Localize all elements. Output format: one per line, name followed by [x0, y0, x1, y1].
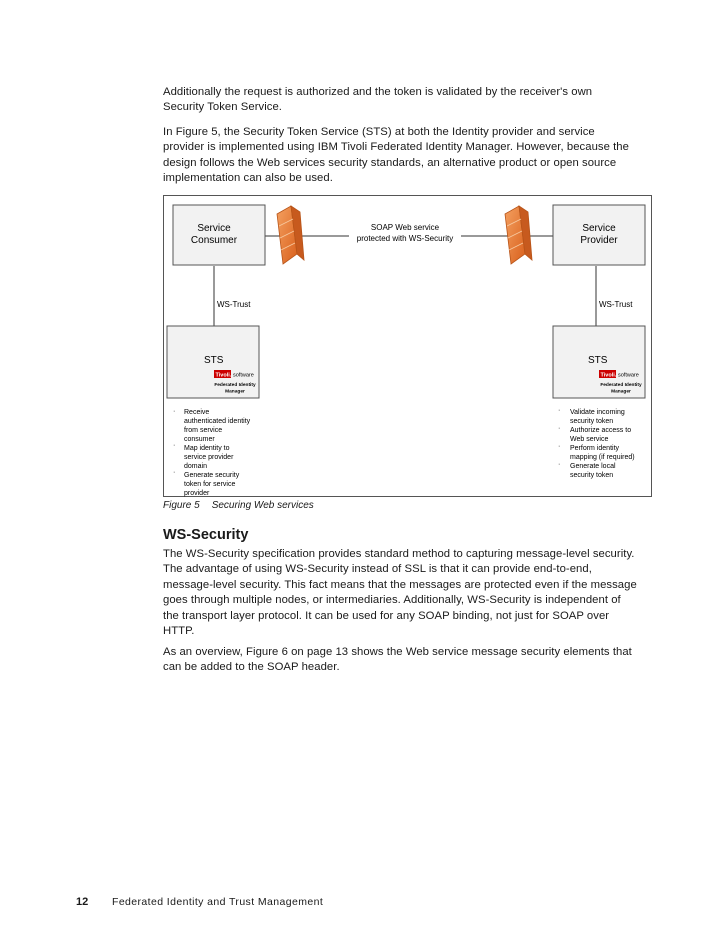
- fim-label-left-2: Manager: [225, 389, 245, 395]
- fim-label-right-2: Manager: [611, 389, 631, 395]
- text-line: implementation can also be used.: [163, 172, 333, 185]
- tivoli-software-left: software: [233, 372, 254, 379]
- paragraph-token-validation: [163, 85, 658, 116]
- text-line: Additionally the request is authorized and the token is validated by the receiver's own: [163, 86, 593, 98]
- figure-number: Figure 5: [163, 500, 200, 511]
- service-provider-box: [553, 205, 645, 265]
- list-item: consumer: [184, 436, 215, 443]
- list-item: Validate incoming: [570, 409, 625, 416]
- list-item: provider: [184, 490, 210, 497]
- list-item: Web service: [570, 436, 609, 443]
- consumer-label-1: Service: [197, 223, 231, 234]
- right-responsibility-list: [558, 407, 635, 479]
- list-item: Authorize access to: [570, 427, 632, 434]
- list-item: Perform identity: [570, 445, 620, 452]
- tivoli-badge-left: Tivoli.: [215, 372, 232, 379]
- text-line: the transport layer protocol. It can be used for any SOAP binding, not just for SOAP over: [163, 609, 610, 622]
- text-line: Security Token Service.: [163, 101, 282, 114]
- footer-title: Federated Identity and Trust Management: [112, 896, 324, 908]
- text-line: design follows the Web services security standards, an alternative product or open source: [163, 156, 617, 169]
- soap-label-1: SOAP Web service: [370, 223, 440, 232]
- text-line: HTTP.: [163, 625, 195, 638]
- text-line: The WS-Security specification provides standard method to capturing message-level security.: [163, 548, 635, 560]
- ws-trust-label-right: WS-Trust: [599, 300, 633, 309]
- list-item: from service: [184, 427, 223, 434]
- text-line: provider is implemented using IBM Tivoli Federated Identity Manager. However, because the: [163, 141, 629, 154]
- left-responsibility-list: [173, 408, 251, 497]
- figure-caption: [163, 500, 314, 511]
- list-item: token for service: [184, 481, 236, 488]
- text-line: In Figure 5, the Security Token Service (STS) at both the Identity provider and service: [163, 126, 595, 138]
- tivoli-software-right: software: [618, 372, 639, 379]
- firewall-left-icon: [277, 206, 304, 264]
- text-line: can be added to the SOAP header.: [163, 661, 340, 674]
- fim-label-left-1: Federated Identity: [214, 383, 256, 388]
- figure-securing-web-services: [163, 195, 652, 497]
- bullet-glyph: ·: [173, 408, 176, 415]
- list-item: Generate security: [184, 472, 240, 479]
- list-item: authenticated identity: [184, 418, 251, 425]
- soap-label-2: protected with WS-Security: [356, 234, 454, 243]
- list-item: service provider: [184, 454, 234, 461]
- list-item: Receive: [184, 409, 210, 416]
- figure-title: Securing Web services: [211, 500, 314, 511]
- sts-right-label: STS: [588, 355, 608, 366]
- consumer-label-2: Consumer: [190, 235, 238, 246]
- paragraph-overview: [163, 645, 658, 676]
- bullet-glyph: ·: [558, 407, 561, 414]
- ws-trust-label-left: WS-Trust: [217, 300, 251, 309]
- text-line: goes through multiple nodes, or intermediaries. Additionally, WS-Security is independent of: [163, 594, 621, 607]
- sts-right-box: [553, 326, 645, 398]
- list-item: Map identity to: [184, 445, 230, 452]
- provider-label-2: Provider: [580, 235, 618, 246]
- bullet-glyph: ·: [173, 469, 176, 476]
- section-heading: WS-Security: [163, 527, 249, 543]
- sts-left-box: [167, 326, 259, 398]
- sts-left-label: STS: [204, 355, 224, 366]
- text-line: The advantage of using WS-Security instead of SSL is that it can provide end-to-end,: [163, 563, 592, 576]
- service-consumer-box: [173, 205, 265, 265]
- bullet-glyph: ·: [173, 442, 176, 449]
- fim-label-right-1: Federated Identity: [600, 383, 642, 388]
- firewall-right-icon: [505, 206, 532, 264]
- diagram: [164, 196, 653, 498]
- list-item: Generate local: [570, 463, 616, 470]
- bullet-glyph: ·: [558, 443, 561, 450]
- bullet-glyph: ·: [558, 461, 561, 468]
- list-item: security token: [570, 472, 614, 479]
- paragraph-sts-implementation: [163, 125, 658, 187]
- list-item: mapping (if required): [570, 454, 635, 461]
- provider-label-1: Service: [582, 223, 616, 234]
- list-item: security token: [570, 418, 614, 425]
- tivoli-badge-right: Tivoli.: [600, 372, 617, 379]
- text-line: message-level security. This fact means that the messages are protected even if the message: [163, 578, 637, 591]
- list-item: domain: [184, 463, 207, 470]
- text-line: As an overview, Figure 6 on page 13 shows the Web service message security elements that: [163, 646, 632, 658]
- page-number: 12: [76, 896, 89, 908]
- bullet-glyph: ·: [558, 425, 561, 432]
- paragraph-ws-security: [163, 547, 658, 639]
